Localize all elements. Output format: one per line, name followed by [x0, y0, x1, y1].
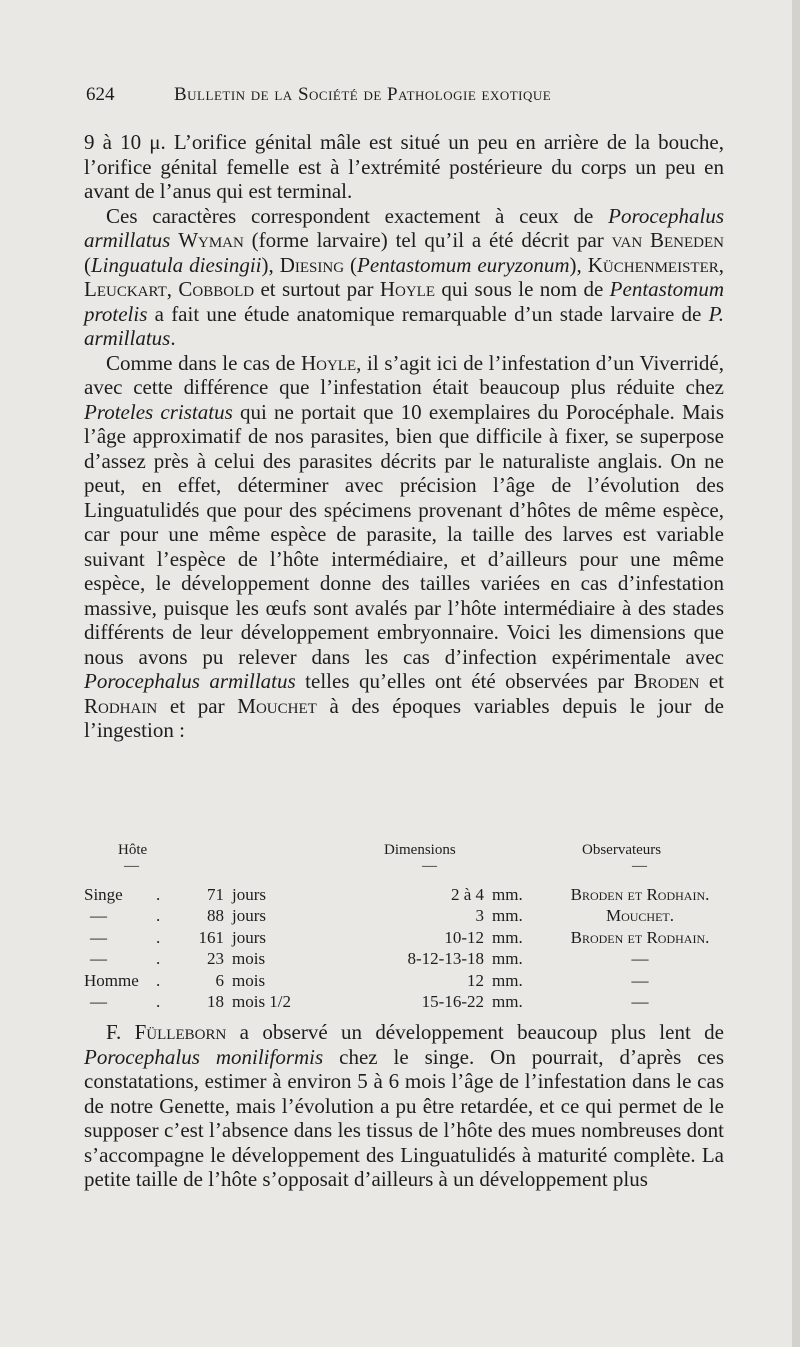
cell-dot: . [156, 970, 161, 990]
body-text-bottom [84, 1020, 724, 1192]
author-name: Wyman [178, 228, 244, 252]
running-title: Bulletin de la Société de Pathologie exotique [174, 84, 552, 105]
italic-term: Porocephalus armillatus [84, 669, 296, 693]
cell-dimensions: 8-12-13-18 [407, 949, 484, 969]
table-header-rule: — [632, 858, 647, 874]
author-name: Mouchet [237, 693, 317, 718]
cell-dot: . [156, 885, 161, 904]
table-row [84, 992, 734, 1014]
paragraph-4 [84, 1020, 724, 1192]
italic-term: Pentastomum protelis [84, 277, 724, 326]
cell-dimensions: 2 à 4 [450, 885, 484, 904]
italic-term: P. armillatus [84, 301, 724, 350]
italic-term: Pentastomum euryzonum [357, 252, 570, 277]
cell-unit-mm: mm. [492, 885, 523, 904]
text-run: ( [344, 252, 358, 277]
cell-unit-mm: mm. [492, 949, 523, 969]
text-run: qui ne portait que 10 exemplaires du Porocéphale. Mais l’âge approximatif de nos parasites, bien que difficile à fixer, se superpose d’assez près à celui des parasites décrits par le naturaliste anglais. On ne peut, en effet, déterminer avec précision l’âge de l’évolution des Linguatulidés que pour des spécimens provenant d’hôtes de même espèce, car pour une même espèce de parasite, la taille des larves est variable suivant l’espèce de l’hôte intermédiaire, et d’ailleurs pour une même espèce, le développement donne des tailles variées en cas d’infestation massive, puisque les œufs sont avalés par l’hôte intermédiaire à des stades différents de leur développement embryonnaire. Voici les dimensions que nous avons pu relever dans les cas d’infection expérimentale avec [84, 399, 724, 669]
cell-duration-unit: mois [232, 970, 266, 990]
cell-host: — [90, 992, 107, 1011]
cell-dot: . [156, 992, 161, 1011]
author-name: Rodhain [84, 693, 158, 718]
text-run: ( [84, 252, 91, 277]
text-run: a observé un développement beaucoup plus lent de [226, 1020, 724, 1044]
text-run: telles qu’elles ont été observées par [295, 669, 634, 693]
table-row [84, 928, 734, 950]
table-header-rule: — [422, 858, 437, 874]
text-run: (forme larvaire) tel qu’il a été décrit par [243, 228, 612, 252]
cell-duration-number: 161 [198, 927, 224, 947]
body-text-top [84, 130, 724, 743]
cell-unit-mm: mm. [492, 906, 523, 926]
paragraph-3 [84, 351, 724, 743]
text-run: , [166, 277, 179, 301]
cell-dot: . [156, 949, 161, 969]
cell-host: Singe [84, 885, 123, 904]
table-row [84, 971, 734, 993]
cell-dot: . [156, 927, 161, 947]
italic-term: Porocephalus armillatus [84, 203, 724, 252]
text-run: 9 à 10 μ. L’orifice génital mâle est situé un peu en arrière de la bouche, l’orifice génital femelle est à l’extrémité postérieure du corps un peu en avant de l’anus qui est terminal. [84, 130, 724, 203]
text-run: Comme dans le cas de [106, 350, 301, 375]
cell-duration-number: 71 [207, 885, 224, 904]
page-number: 624 [86, 84, 115, 105]
text-run: , [718, 252, 724, 277]
cell-dimensions: 15-16-22 [421, 992, 484, 1011]
author-name: Leuckart [84, 277, 167, 301]
cell-observers: — [631, 970, 649, 990]
table-row [84, 885, 734, 907]
author-name: van Beneden [611, 228, 724, 252]
cell-dimensions: 12 [467, 970, 484, 990]
cell-observers: Mouchet. [605, 906, 675, 926]
cell-duration-number: 23 [207, 949, 224, 969]
text-run: et par [157, 693, 238, 718]
cell-host: — [90, 906, 107, 926]
author-name: Broden [633, 669, 700, 693]
cell-duration-unit: jours [232, 906, 266, 926]
italic-term: Linguatula diesingii [91, 252, 262, 277]
cell-host: — [90, 949, 107, 969]
author-name: Fülleborn [134, 1020, 227, 1044]
page-edge-shadow [792, 0, 800, 1347]
cell-unit-mm: mm. [492, 970, 523, 990]
text-run: qui sous le nom de [435, 277, 610, 301]
author-name: Küchenmeister [587, 252, 719, 277]
cell-host: Homme [84, 970, 139, 990]
text-run: a fait une étude anatomique remarquable d’un stade larvaire de [147, 301, 709, 326]
italic-term: Porocephalus moniliformis [84, 1044, 324, 1069]
table-header-dimensions: Dimensions [384, 842, 456, 858]
cell-unit-mm: mm. [492, 992, 523, 1011]
author-name: Cobbold [178, 277, 255, 301]
text-run: Ces caractères correspondent exactement à ceux de [106, 203, 609, 228]
paragraph-2 [84, 204, 724, 351]
cell-unit-mm: mm. [492, 927, 523, 947]
table-header-host: Hôte [118, 842, 148, 858]
author-name: Diesing [279, 252, 345, 277]
table-row [84, 906, 734, 928]
cell-duration-unit: jours [232, 927, 266, 947]
author-name: Hoyle [379, 277, 435, 301]
text-run: ), [261, 252, 280, 277]
page-header [86, 84, 726, 114]
paragraph-1 [84, 130, 724, 204]
cell-duration-unit: mois [232, 949, 266, 969]
text-run: . [170, 326, 176, 350]
cell-dimensions: 10-12 [444, 927, 484, 947]
cell-duration-number: 88 [207, 906, 224, 926]
cell-duration-number: 18 [207, 992, 224, 1011]
text-run: F. [106, 1020, 135, 1044]
table-header-rule: — [124, 858, 139, 874]
table-header-observers: Observateurs [582, 842, 662, 858]
table-row [84, 949, 734, 971]
cell-observers: Broden et Rodhain. [570, 885, 710, 904]
text-run: et [699, 669, 725, 693]
cell-duration-number: 6 [215, 970, 224, 990]
text-run: ), [569, 252, 588, 277]
text-run [170, 228, 178, 252]
cell-observers: — [631, 992, 649, 1011]
text-run: et surtout par [254, 277, 380, 301]
cell-dimensions: 3 [475, 906, 484, 926]
cell-duration-unit: mois 1/2 [232, 992, 292, 1011]
cell-dot: . [156, 906, 161, 926]
cell-observers: — [631, 949, 649, 969]
italic-term: Proteles cristatus [84, 399, 233, 424]
cell-observers: Broden et Rodhain. [570, 927, 710, 947]
cell-host: — [90, 927, 107, 947]
author-name: Hoyle [300, 350, 357, 375]
text-run: , il s’agit ici de l’infestation d’un Viverridé, avec cette différence que l’infestation était beaucoup plus réduite chez [84, 350, 724, 399]
text-run: chez le singe. On pourrait, d’après ces constatations, estimer à environ 5 à 6 mois l’âge de l’infestation dans le cas de notre Genette, mais l’évolution a pu être retardée, et ce qui permet de le supposer c’est l’absence dans les tissus de l’hôte des mues nombreuses dont s’accompagne le développement des Linguatulidés à maturité complète. La petite taille de l’hôte s’opposait d’ailleurs à un développement plus [84, 1044, 725, 1191]
text-run: à des époques variables depuis le jour de l’ingestion : [84, 693, 724, 742]
cell-duration-unit: jours [232, 885, 266, 904]
